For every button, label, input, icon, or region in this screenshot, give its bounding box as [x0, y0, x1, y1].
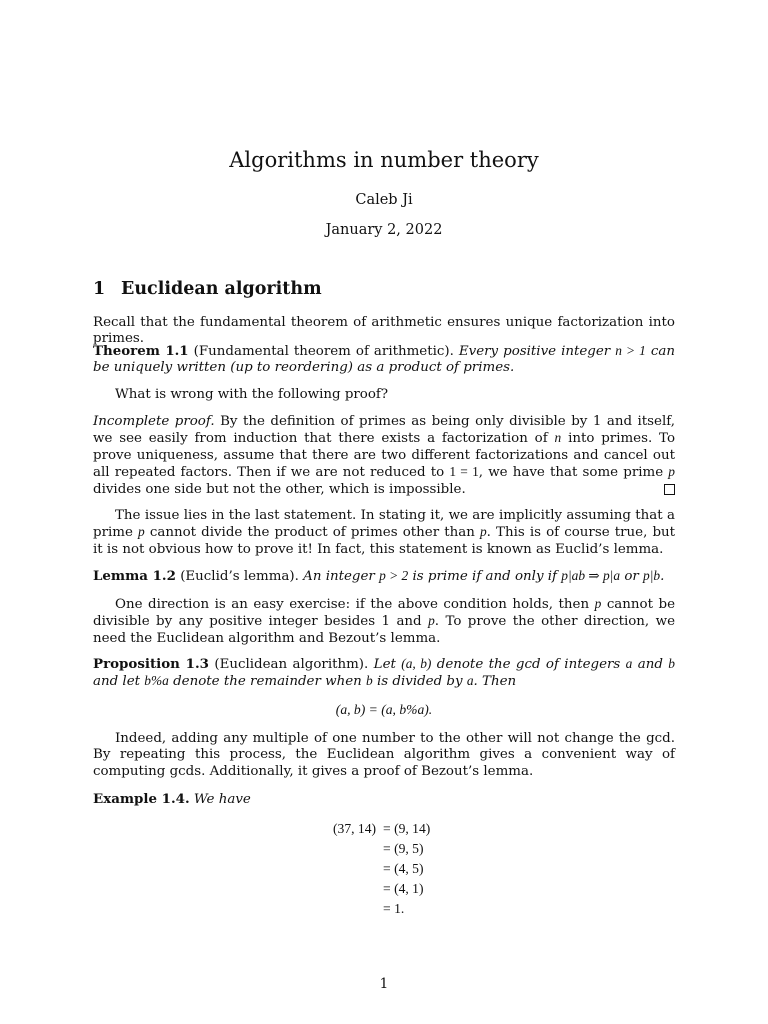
lemma-text-b: is prime if and only if: [412, 569, 558, 584]
lemma-text-a: An integer: [303, 569, 375, 584]
lemma-text-d: .: [660, 569, 665, 584]
proof-label: Incomplete proof.: [93, 414, 215, 429]
lemma-math-1: p > 2: [379, 568, 409, 583]
example-eq-row-4: = (4, 1): [383, 881, 424, 896]
prop-math-4: b%a: [144, 673, 169, 689]
example-eq-row-2: = (9, 5): [383, 841, 424, 856]
prop-text-b: denote the gcd of integers: [436, 657, 621, 672]
paragraph-wrong-proof: What is wrong with the following proof?: [115, 387, 389, 402]
prop-text-d: and let: [93, 674, 141, 690]
theorem-math: n > 1: [615, 343, 646, 358]
example-eq-row-3: = (4, 5): [383, 861, 424, 876]
proof-text-1: By the definition of primes as being only divisible by 1 and itself, we see easily from induction that there exists a factorization of: [93, 414, 675, 447]
theorem-statement-a: Every positive integer: [458, 344, 611, 359]
example-eq-row-1: = (9, 14): [383, 821, 431, 836]
lemma-text-c: or: [624, 569, 639, 584]
page-number: 1: [379, 976, 389, 992]
direction-math-1: p: [594, 596, 602, 611]
paragraph-direction: [93, 596, 675, 647]
direction-math-2: p: [428, 613, 435, 629]
lemma-math-3: p|b: [643, 568, 661, 583]
prop-text-e: denote the remainder when: [173, 674, 362, 690]
paragraph-issue: [93, 508, 675, 558]
paragraph-recall: Recall that the fundamental theorem of arithmetic ensures unique factorization into primes.: [93, 315, 675, 347]
paper-title: Algorithms in number theory: [229, 148, 539, 172]
theorem-block: [93, 343, 675, 377]
example-text: We have: [193, 792, 251, 807]
theorem-label: Theorem 1.1: [93, 343, 189, 359]
prop-math-1: (a, b): [401, 656, 432, 671]
issue-math-1: p: [138, 524, 145, 540]
paper-date: January 2, 2022: [325, 222, 443, 238]
author-name: Caleb Ji: [355, 192, 413, 208]
lemma-name: (Euclid’s lemma).: [180, 569, 299, 584]
prop-math-5: b: [366, 673, 373, 689]
section-title: Euclidean algorithm: [121, 279, 322, 299]
direction-text-2: cannot be divisible by any positive integer besides 1 and: [93, 597, 675, 630]
proposition-label: Proposition 1.3: [93, 656, 209, 672]
section-heading: [93, 279, 322, 299]
prop-math-2: a: [625, 656, 633, 671]
example-block: [93, 791, 675, 808]
issue-text-1: The issue lies in the last statement. In stating it, we are implicitly assuming that a prime: [93, 508, 675, 541]
proof-math-1: n: [554, 430, 562, 446]
proof-text-3: , we have that some prime: [478, 465, 664, 481]
prop-text-a: Let: [373, 657, 396, 672]
prop-math-3: b: [668, 656, 675, 671]
proposition-block: [93, 656, 675, 691]
paragraph-indeed: Indeed, adding any multiple of one number to the other will not change the gcd. By repeating this process, the Euclidean algorithm gives a convenient way of computing gcds. Additionally, it gives a proof of Bezout’s lemma.: [93, 731, 675, 779]
prop-text-g: . Then: [473, 674, 517, 690]
prop-text-c: and: [637, 657, 663, 672]
example-label: Example 1.4.: [93, 791, 190, 807]
proposition-name: (Euclidean algorithm).: [214, 657, 369, 672]
qed-symbol: [664, 484, 675, 495]
lemma-math-2: p|ab ⇒ p|a: [561, 568, 621, 583]
issue-math-2: p: [479, 524, 487, 540]
proof-text-2: into primes. To prove uniqueness, assume that there are two different factorizations and cancel out all repeated factors. Then if we are not reduced to: [93, 431, 676, 481]
section-number: 1: [93, 279, 106, 299]
proposition-display-equation: (a, b) = (a, b%a).: [335, 702, 433, 717]
proof-math-3: p: [668, 464, 675, 480]
theorem-name: (Fundamental theorem of arithmetic).: [193, 344, 454, 359]
proof-text-4: divides one side but not the other, which is impossible.: [93, 481, 466, 497]
prop-math-6: a: [466, 673, 474, 689]
proof-math-2: 1 = 1: [449, 464, 479, 480]
example-eq-lhs: (37, 14): [333, 821, 377, 836]
prop-text-f: is divided by: [376, 674, 463, 690]
issue-text-2: cannot divide the product of primes other than: [149, 525, 475, 541]
direction-text-1: One direction is an easy exercise: if the above condition holds, then: [115, 597, 590, 612]
example-eq-row-5: = 1.: [383, 901, 405, 916]
lemma-label: Lemma 1.2: [93, 568, 176, 584]
proof-block: [93, 414, 675, 498]
issue-text-3: . This is of course true, but it is not obvious how to prove it! In fact, this statement is known as Euclid’s lemma.: [93, 525, 676, 557]
theorem-statement-b: can be uniquely written (up to reordering) as a product of primes.: [93, 344, 675, 376]
direction-text-3: . To prove the other direction, we need the Euclidean algorithm and Bezout’s lemma.: [93, 614, 675, 646]
lemma-block: [93, 568, 675, 585]
